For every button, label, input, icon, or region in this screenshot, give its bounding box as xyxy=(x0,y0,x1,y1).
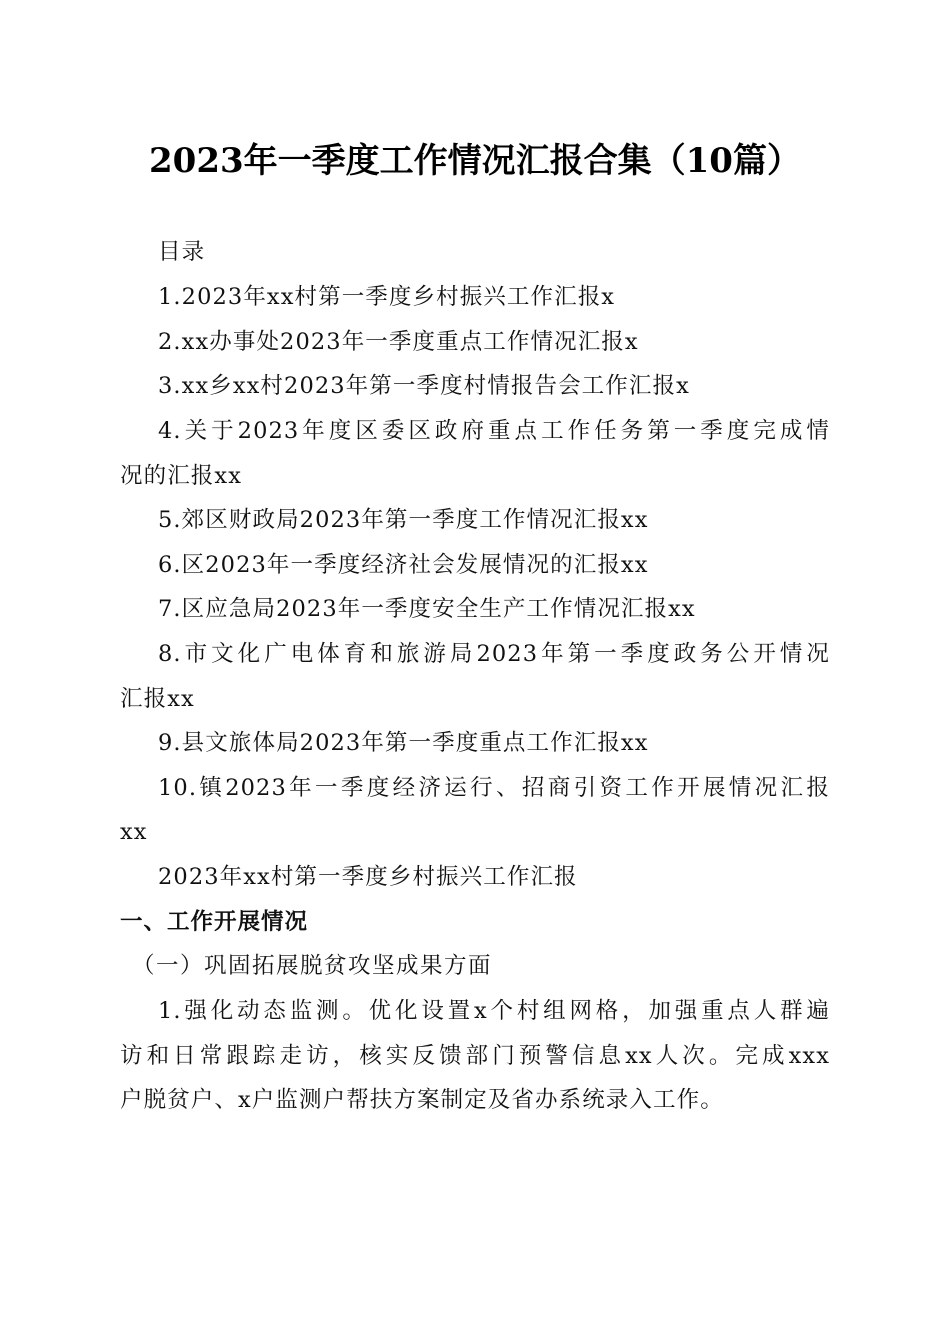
toc-line: 10.镇2023年一季度经济运行、招商引资工作开展情况汇报 xyxy=(158,775,830,801)
section-heading: 一、工作开展情况 xyxy=(120,909,309,935)
toc-line: 8.市文化广电体育和旅游局2023年第一季度政务公开情况 xyxy=(158,641,830,667)
paragraph-line: 访和日常跟踪走访，核实反馈部门预警信息xx人次。完成xxx xyxy=(120,1043,830,1069)
toc-heading: 目录 xyxy=(158,239,206,265)
toc-line-continued: xx xyxy=(120,819,148,845)
article-title: 2023年xx村第一季度乡村振兴工作汇报 xyxy=(158,864,578,890)
toc-line-continued: 汇报xx xyxy=(120,686,195,712)
toc-line: 9.县文旅体局2023年第一季度重点工作汇报xx xyxy=(158,730,649,756)
toc-line: 3.xx乡xx村2023年第一季度村情报告会工作汇报x xyxy=(158,373,690,399)
toc-line: 5.郊区财政局2023年第一季度工作情况汇报xx xyxy=(158,507,649,533)
toc-line: 1.2023年xx村第一季度乡村振兴工作汇报x xyxy=(158,284,616,310)
paragraph-line: 1.强化动态监测。优化设置x个村组网格，加强重点人群遍 xyxy=(158,998,830,1024)
paragraph-line: 户脱贫户、x户监测户帮扶方案制定及省办系统录入工作。 xyxy=(120,1087,724,1113)
subsection-heading: （一）巩固拓展脱贫攻坚成果方面 xyxy=(132,953,493,979)
document-title: 2023年一季度工作情况汇报合集（10篇） xyxy=(149,141,801,181)
toc-line: 7.区应急局2023年一季度安全生产工作情况汇报xx xyxy=(158,596,696,622)
toc-line-continued: 况的汇报xx xyxy=(120,463,242,489)
toc-line: 2.xx办事处2023年一季度重点工作情况汇报x xyxy=(158,329,639,355)
toc-line: 6.区2023年一季度经济社会发展情况的汇报xx xyxy=(158,552,649,578)
toc-line: 4.关于2023年度区委区政府重点工作任务第一季度完成情 xyxy=(158,418,830,444)
